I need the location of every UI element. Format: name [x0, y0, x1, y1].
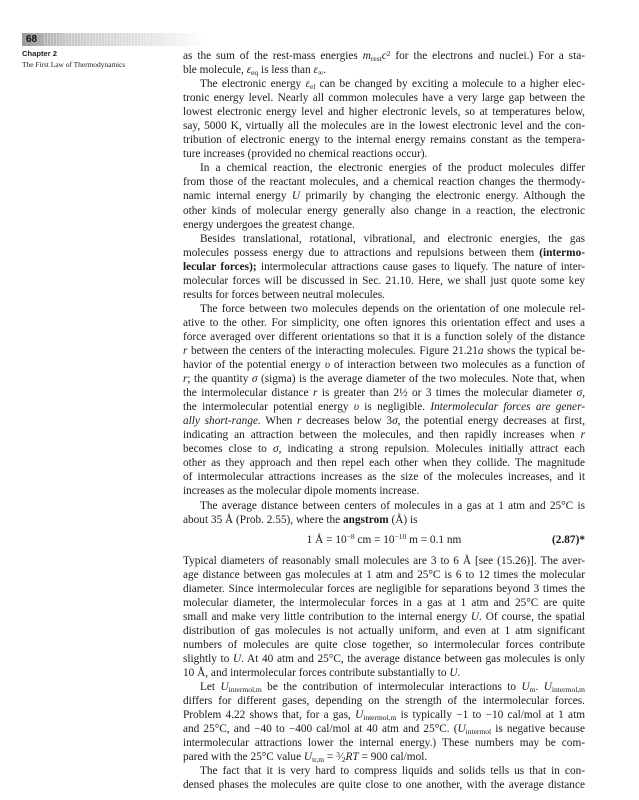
text-i: U: [355, 709, 364, 722]
text-sub: ∞: [317, 68, 324, 78]
text-run: of intermolecular attractions increases as the size of the molecules increases, and it: [183, 471, 585, 484]
text-sub: intermol,m: [228, 685, 262, 695]
text-line: [183, 736, 585, 750]
text-i: σ: [272, 443, 279, 456]
text-i: RT: [345, 751, 359, 764]
text-run: differs for different gases, depending on the strength of the intermolecular forces.: [183, 695, 585, 708]
text-i: υ: [353, 401, 359, 414]
text-run: other as they approach and then repel each other when they collide. The magnitude: [183, 457, 585, 470]
text-run: molecular diameter, the intermolecular forces in a gas at 1 atm and 25°C are quite: [183, 596, 585, 609]
page-number: 68: [26, 34, 38, 45]
text-line: [183, 708, 585, 722]
text-run: namic internal energy: [183, 190, 292, 203]
text-run: .: [323, 64, 327, 77]
text-run: decreases below 3: [301, 415, 393, 428]
text-i: U: [220, 681, 229, 694]
text-run: intermolecular attractions lower the internal energy.) These numbers may be com-: [183, 737, 585, 750]
text-run: . At 40 atm and 25°C, the average distance between gas molecules is only: [241, 652, 585, 665]
text-run: force averaged over different orientations so that it is a function solely of the distance: [183, 330, 585, 343]
text-run: cm = 10: [354, 533, 395, 546]
text-line: [183, 218, 585, 232]
text-line: [183, 189, 585, 203]
text-run: .: [535, 681, 544, 694]
text-line: [183, 330, 585, 344]
text-line: [183, 91, 585, 105]
text-run: and 25°C, and −40 to −400 cal/mol at 40 atm and 25°C. (: [183, 723, 458, 736]
text-run: , indicating a strong repulsion. Molecules initially attract each: [278, 443, 585, 456]
text-run: about 35 Å (Prob. 2.55), where the: [183, 513, 344, 526]
text-i: U: [303, 751, 313, 764]
text-run: , the potential energy decreases at first,: [397, 415, 586, 428]
text-sub: m: [529, 685, 536, 695]
text-line: [183, 568, 585, 582]
text-line: [183, 750, 585, 764]
text-run: ture increases (provided no chemical reactions occur).: [183, 148, 428, 161]
text-line: [183, 624, 585, 638]
chapter-title: The First Law of Thermodynamics: [22, 60, 126, 69]
text-run: for the electrons and nuclei.) For a sta-: [390, 50, 585, 62]
text-run: can be changed by exciting a molecule to a higher elec-: [315, 78, 586, 91]
text-i: r: [297, 415, 302, 428]
text-run: becomes close to: [183, 443, 273, 456]
text-line: [183, 175, 585, 189]
text-run: In a chemical reaction, the electronic energies of the product molecules differ: [200, 162, 585, 175]
text-run: Besides translational, rotational, vibrational, and electronic energies, the gas: [200, 232, 585, 245]
text-sup: −8: [346, 532, 355, 542]
text-line: [183, 49, 585, 63]
text-line: [183, 344, 585, 358]
text-run: 1 Å = 10: [306, 533, 347, 546]
text-line: [183, 302, 585, 316]
text-i: U: [521, 681, 530, 694]
text-run: The electronic energy: [200, 78, 306, 91]
text-line: [183, 428, 585, 442]
text-run: densed phases the molecules are quite close to one another, with the average distance: [183, 779, 585, 792]
text-line: [183, 610, 585, 624]
text-line: [183, 119, 585, 133]
text-i: U: [457, 723, 466, 736]
text-line: [183, 372, 585, 386]
text-run: (sigma) is the average diameter of the two molecules. Note that, when: [257, 373, 585, 386]
text-run: Problem 4.22 shows that, for a gas,: [183, 709, 356, 722]
text-line: [183, 694, 585, 708]
body-text: [183, 49, 585, 792]
text-run: ,: [582, 387, 586, 400]
text-line: [183, 582, 585, 596]
text-run: .: [457, 666, 461, 679]
text-i: a: [477, 344, 484, 357]
text-line: [183, 666, 585, 680]
text-i: r: [183, 373, 188, 386]
text-i: σ: [576, 387, 583, 400]
text-i: ε: [313, 64, 318, 77]
text-run: tronic energy level. Nearly all common molecules have a very large gap between the: [183, 92, 585, 105]
text-run: 10 Å, and intermolecular forces contribute substantially to: [183, 666, 450, 679]
page-number-band: [22, 33, 207, 46]
text-line: [183, 105, 585, 119]
text-run: primarily by changing the electronic energy. Although the: [300, 190, 585, 203]
text-line: [183, 470, 585, 484]
text-run: The fact that it is very hard to compress liquids and solids tells us that in con-: [200, 765, 585, 778]
text-b: lecular forces);: [183, 260, 257, 273]
text-sub: rest: [370, 54, 382, 63]
text-run: ble molecule,: [183, 64, 247, 77]
text-i: m: [362, 50, 371, 62]
text-b: angstrom: [343, 513, 389, 526]
text-run: molecules possess energy due to attractions and repulsions between them: [183, 246, 540, 259]
text-run: increases as the molecular dipole moments increase.: [183, 485, 420, 498]
text-line: [183, 260, 585, 274]
text-i: ε: [246, 64, 252, 77]
text-run: intermolecular attractions cause gases to liquefy. The nature of inter-: [256, 260, 586, 273]
text-line: [183, 638, 585, 652]
text-line: [183, 147, 585, 161]
text-run: . Of course, the spatial: [479, 610, 585, 623]
text-sup: 2: [386, 48, 391, 58]
text-run: molecular forces will be discussed in Sec. 21.10. Here, we shall just quote some key: [183, 274, 585, 287]
text-i: ε: [305, 78, 310, 91]
text-run: distribution of gas molecules is not actually uniform, and even at 1 atm significant: [183, 624, 585, 637]
text-run: of interaction between two molecules as a function of: [330, 359, 585, 372]
text-i: σ: [392, 415, 398, 428]
text-line: [183, 484, 585, 498]
text-sub: intermol,m: [551, 685, 585, 695]
text-run: ative to the other. For simplicity, one often ignores this orientation effect and uses a: [183, 316, 585, 329]
text-line: [183, 316, 585, 330]
text-run: =: [324, 751, 337, 764]
text-line: [183, 133, 585, 147]
text-i: U: [470, 610, 480, 623]
text-run: other kinds of molecular energy generally also change in a reaction, the electronic: [183, 204, 585, 217]
text-b: (intermo-: [539, 246, 585, 259]
text-i: U: [291, 190, 301, 203]
text-i: ally short-range.: [183, 415, 261, 428]
text-i: σ: [251, 373, 258, 386]
text-run: energy undergoes the greatest change.: [183, 218, 355, 231]
text-sup: −10: [394, 532, 407, 542]
text-run: tribution of electronic energy to the internal energy remains constant as the tempera-: [183, 134, 585, 147]
text-line: [183, 232, 585, 246]
text-line: [183, 288, 585, 302]
text-run: as the sum of the rest-mass energies: [183, 50, 363, 62]
text-line: [183, 554, 585, 568]
text-run: is negative because: [491, 723, 585, 736]
text-line: [183, 63, 585, 77]
text-run: pared with the 25°C value: [183, 751, 304, 764]
text-run: between the centers of the interacting molecules. Figure 21.21: [187, 344, 478, 357]
text-i: U: [233, 652, 242, 665]
equation-number: (2.87)*: [552, 533, 585, 546]
text-line: [183, 414, 585, 428]
text-sub: intermol,m: [363, 713, 397, 723]
text-line: [183, 722, 585, 736]
text-line: [183, 513, 585, 527]
text-run: Typical diameters of reasonably small molecules are 3 to 6 Å [see (15.26)]. The aver-: [183, 554, 585, 567]
chapter-label: Chapter 2: [22, 49, 58, 58]
text-run: The average distance between centers of molecules in a gas at 1 atm and 25°C is: [200, 499, 585, 512]
text-sup: 3: [336, 749, 340, 759]
text-i: r: [183, 344, 188, 357]
text-run: be the contribution of intermolecular interactions to: [261, 681, 522, 694]
text-sub: intermol: [465, 727, 492, 737]
text-run: (Å) is: [388, 513, 418, 526]
text-i: r: [580, 429, 585, 442]
text-run: m = 0.1 nm: [406, 533, 462, 546]
text-run: the intermolecular distance: [183, 387, 313, 400]
text-i: c: [381, 50, 387, 62]
text-run: age distance between gas molecules at 1 atm and 25°C is 6 to 12 times the molecular: [183, 568, 585, 581]
text-i: Intermolecular forces are gener-: [430, 401, 585, 414]
text-sub: tr,m: [312, 755, 325, 765]
text-line: [183, 358, 585, 372]
text-i: r: [312, 387, 318, 400]
text-run: = 900 cal/mol.: [358, 751, 428, 764]
text-line: [183, 442, 585, 456]
text-line: [183, 456, 585, 470]
text-line: [183, 204, 585, 218]
equation-2-87: [183, 530, 585, 550]
text-run: ⁄: [339, 751, 342, 764]
text-line: [183, 400, 585, 414]
text-run: from those of the reactant molecules, and a chemical reaction changes the thermody-: [183, 176, 585, 189]
text-line: [183, 161, 585, 175]
text-line: [183, 596, 585, 610]
text-run: is greater than 2½ or 3 times the molecular diameter: [317, 387, 577, 400]
text-line: [183, 680, 585, 694]
text-run: havior of the potential energy: [183, 359, 325, 372]
text-run: The force between two molecules depends on the orientation of one molecule rel-: [200, 302, 585, 315]
text-run: the intermolecular potential energy: [183, 401, 354, 414]
text-run: is less than: [258, 64, 314, 77]
text-line: [183, 386, 585, 400]
text-run: is negligible.: [359, 401, 431, 414]
text-sub: eq: [251, 68, 259, 78]
text-line: [183, 274, 585, 288]
text-run: small and make very little contribution to the internal energy: [183, 610, 471, 623]
text-run: slightly to: [183, 652, 233, 665]
text-line: [183, 246, 585, 260]
text-run: Let: [200, 681, 221, 694]
text-i: U: [543, 681, 552, 694]
text-line: [183, 778, 585, 792]
text-line: [183, 499, 585, 513]
text-i: υ: [324, 359, 330, 372]
text-sub: 2: [341, 755, 346, 765]
text-run: lowest electronic energy level and higher electronic levels, so at temperatures below,: [183, 106, 585, 119]
text-run: ; the quantity: [187, 373, 252, 386]
text-run: shows the typical be-: [483, 344, 585, 357]
text-i: U: [449, 666, 458, 679]
text-sub: el: [309, 82, 316, 92]
text-run: diameter. Since intermolecular forces are negligible for separations beyond 3 times the: [183, 582, 585, 595]
text-run: indicating an attraction between the molecules, and then rapidly increases when: [183, 429, 581, 442]
text-run: is typically −1 to −10 cal/mol at 1 atm: [396, 709, 585, 722]
text-line: [183, 652, 585, 666]
text-run: When: [260, 415, 298, 428]
text-line: [183, 77, 585, 91]
text-run: numbers of molecules are quite close together, so intermolecular forces contribute: [183, 638, 585, 651]
text-run: results for forces between neutral molecules.: [183, 288, 386, 301]
text-line: [183, 764, 585, 778]
text-run: say, 5000 K, virtually all the molecules are in the lowest electronic level and the con-: [183, 120, 585, 133]
